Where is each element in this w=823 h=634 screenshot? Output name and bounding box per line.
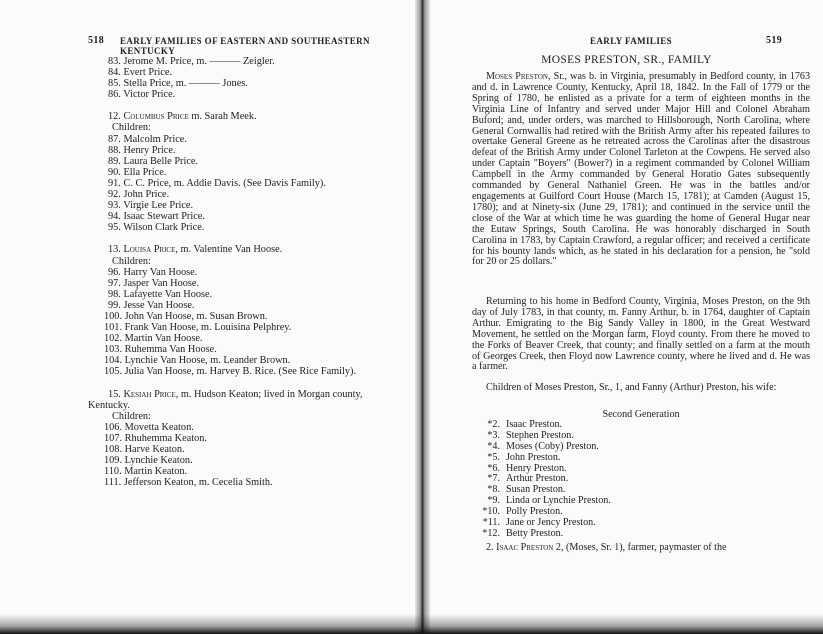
left-entry-line: 92. John Price. [108, 189, 170, 201]
left-entry-line: Children: [112, 255, 151, 267]
child-name: Linda or Lynchie Preston. [506, 495, 611, 507]
children-list [476, 420, 611, 540]
left-entry-line: 84. Evert Price. [108, 67, 173, 79]
left-entry-line: 100. John Van Hoose, m. Susan Brown. [104, 310, 268, 322]
left-entry-line: 90. Ella Price. [108, 166, 167, 178]
child-name: Arthur Preston. [506, 473, 569, 485]
left-page-number: 518 [88, 35, 105, 46]
child-number: *9. [487, 495, 500, 507]
child-name: Polly Preston. [506, 506, 563, 518]
left-entry-line: 111. Jefferson Keaton, m. Cecelia Smith. [104, 477, 273, 489]
left-entry-line: 86. Victor Price. [108, 89, 176, 101]
next-entry-line: 2. Isaac Preston 2, (Moses, Sr. 1), farmer, paymaster of the [486, 542, 727, 553]
child-name: Susan Preston. [506, 484, 566, 496]
child-number: *5. [487, 451, 500, 463]
left-entry-line: 110. Martin Keaton. [104, 466, 188, 478]
child-name: Betty Preston. [506, 527, 564, 539]
left-entry-line: 105. Julia Van Hoose, m. Harvey B. Rice. (See Rice Family). [104, 366, 357, 378]
child-name: John Preston. [506, 451, 561, 463]
left-entry-line: 88. Henry Price. [108, 144, 176, 156]
left-entry-line: 98. Lafayette Van Hoose. [108, 288, 213, 300]
small-caps-name: Kesiah Price [123, 388, 176, 400]
left-entry-line: 102. Martin Van Hoose. [104, 333, 203, 345]
left-entry-line: 99. Jesse Van Hoose. [108, 299, 195, 311]
child-number: *4. [487, 440, 500, 452]
left-entry-line: 95. Wilson Clark Price. [108, 222, 205, 234]
generation-heading: Second Generation [602, 409, 680, 420]
left-entry-line: 93. Virgie Lee Price. [108, 200, 194, 212]
page-bottom-shadow [0, 614, 823, 634]
left-entry-line: 97. Jasper Van Hoose. [108, 277, 200, 289]
small-caps-name: Isaac Preston [496, 542, 554, 553]
blank-line [104, 100, 363, 111]
child-number: *7. [487, 473, 500, 485]
biography-paragraph-2: Returning to his home in Bedford County, Virginia, Moses Preston, on the 9th day of July 1783, in that county, m. Fanny Arthur, b. in 1764, daughter of Captain Arthur. Emigrating to the Big Sandy Valley in 1800, in the Great Westward Movement, he settled on the Morgan farm, Floyd county. From there he moved to the Forks of Beaver Creek, that county; and finally settled on a farm at the mouth of Georges Creek, then Floyd now Lawrence county, where he lived and d. He was a farmer. [472, 296, 810, 373]
left-entry-line: 108. Harve Keaton. [104, 444, 185, 455]
biography-paragraph-1: Moses Preston, Sr., was b. in Virginia, presumably in Bedford county, in 1763 and d. in Lawrence County, Kentucky, April 18, 1842. In the Fall of 1779 or the Spring of 1780, he enlisted as a private for a term of eighteen months in the Virginia Line of Infantry and served under Major Hill and Colonel Abraham Buford; and, under orders, was marched to Hillsborough, North Carolina, where General Cornwallis had retired with the British Army after his repeated failures to overtake General Greene as he retreated across the Carolinas after the disastrous defeat of the British Army under Colonel Tarleton at the Cowpens. He served also under Captain "Boyers" (Bower?) in a regiment commanded by Colonel William Campbell in the Army commanded by General Horatio Gates subsequently commanded by General Nathaniel Green. He was in the battles and/or engagements at Guilford Court House (March 15, 1781); at Camden (August 15, 1780); and at Ninety-six (June 29, 1781); and continued in the service until the close of the War at which time he was guarding the home of General Hugar near the Eutaw Springs, South Carolina. He was honorably discharged in South Carolina in 1783, by Captain Crawford, a regular officer; and received a certificate for his bounty lands which, as he stated in his declaration for a pension, he "sold for 20 or 25 dollars." [472, 71, 811, 268]
child-name: Isaac Preston. [506, 419, 563, 430]
left-entry-line: 85. Stella Price, m. ——— Jones. [108, 78, 248, 90]
left-entry-line: 104. Lynchie Van Hoose, m. Leander Brown. [104, 355, 291, 367]
child-name: Jane or Jency Preston. [506, 517, 596, 529]
small-caps-name: Moses Preston [486, 71, 548, 82]
left-entry-line: 12. Columbus Price m. Sarah Meek. [108, 111, 257, 123]
left-entry-list [88, 56, 363, 489]
child-number: *11. [482, 517, 500, 529]
left-entry-line: 83. Jerome M. Price, m. ——— Zeigler. [108, 56, 275, 67]
left-entry-line: 103. Ruhemma Van Hoose. [104, 344, 217, 356]
children-intro-paragraph: Children of Moses Preston, Sr., 1, and Fanny (Arthur) Preston, his wife: [486, 382, 777, 393]
child-number: *3. [487, 429, 500, 441]
left-entry-line: Children: [112, 122, 151, 134]
blank-line [104, 233, 363, 244]
book-gutter [415, 0, 430, 634]
left-entry-line: 87. Malcolm Price. [108, 133, 187, 145]
right-running-head: EARLY FAMILIES [590, 36, 673, 46]
child-number: *8. [487, 484, 500, 496]
left-entry-line: 13. Louisa Price, m. Valentine Van Hoose. [108, 244, 283, 256]
left-entry-line: Children: [112, 410, 151, 422]
left-entry-line: Kentucky. [88, 399, 130, 411]
left-entry-line: 106. Movetta Keaton. [104, 421, 194, 433]
child-name: Moses (Coby) Preston. [506, 440, 599, 452]
child-number: *2. [487, 419, 500, 430]
left-entry-line: 89. Laura Belle Price. [108, 155, 199, 167]
left-running-head: EARLY FAMILIES OF EASTERN AND SOUTHEASTERN KENTUCKY [120, 36, 370, 56]
left-entry-line: 101. Frank Van Hoose, m. Louisina Pelphrey. [104, 322, 292, 334]
child-number: *6. [487, 462, 500, 474]
left-entry-line: 91. C. C. Price, m. Addie Davis. (See Davis Family). [108, 177, 326, 189]
small-caps-name: Louisa Price [123, 244, 176, 256]
child-number: *12. [482, 527, 500, 539]
family-title: MOSES PRESTON, SR., FAMILY [541, 54, 712, 66]
child-name: Stephen Preston. [506, 429, 574, 441]
child-list-item [476, 529, 611, 540]
child-name: Henry Preston. [506, 462, 567, 474]
right-page [430, 0, 823, 634]
left-entry-line: 94. Isaac Stewart Price. [108, 211, 205, 223]
left-entry-line: 96. Harry Van Hoose. [108, 266, 198, 278]
small-caps-name: Columbus Price [123, 111, 189, 123]
left-entry-line: 107. Rhuhemma Keaton. [104, 432, 207, 444]
child-number: *10. [482, 506, 500, 518]
right-page-number: 519 [766, 35, 783, 46]
blank-line [104, 378, 363, 389]
left-entry-line: 109. Lynchie Keaton. [104, 455, 193, 467]
left-entry-line: 15. Kesiah Price, m. Hudson Keaton; lived in Morgan county, [108, 388, 363, 400]
